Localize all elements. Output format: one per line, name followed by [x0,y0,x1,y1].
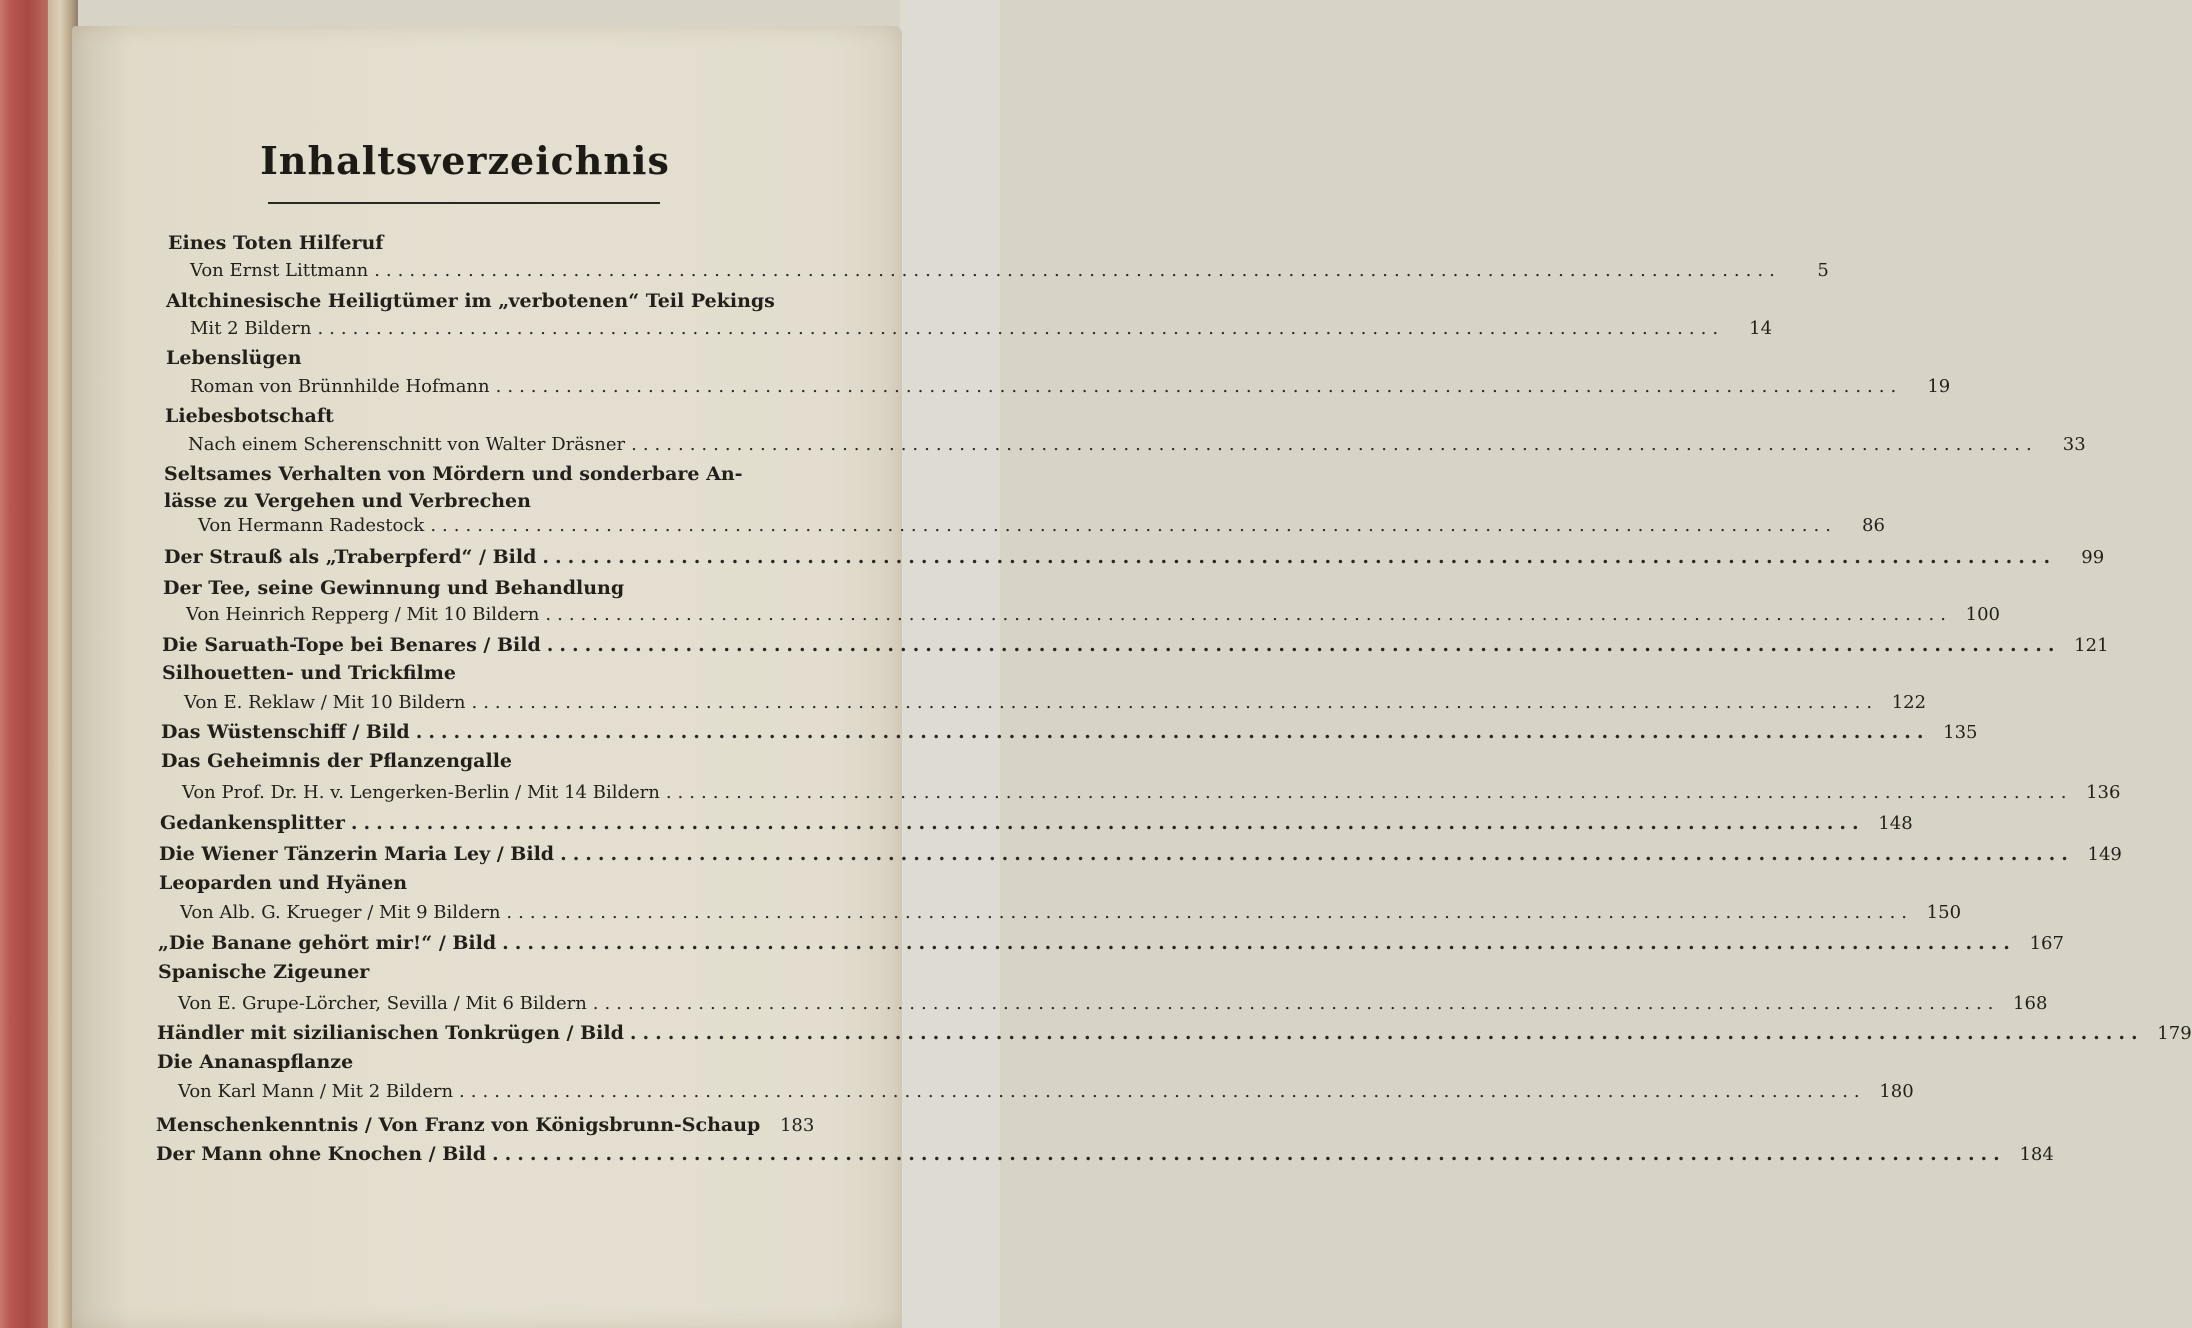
leader-dots: ........................................................................................................................ [492,1143,2006,1165]
toc-entry-title-text: Der Mann ohne Knochen / Bild [156,1143,487,1165]
page-number: 149 [2087,844,2122,865]
toc-entry-author [178,1081,1914,1103]
toc-entry-author [182,782,2121,804]
toc-entry-title-text: Spanische Zigeuner [158,961,370,983]
page-number: 14 [1749,318,1773,339]
leader-dots: ........................................................................................................................ [631,434,2038,455]
toc-entry-title [166,347,302,369]
toc-entry-title-text: Liebesbotschaft [165,405,334,427]
toc-entry-title-cont [164,490,531,512]
toc-entry-title [168,232,384,254]
toc-entry-author [184,692,1927,714]
toc-entry-author [198,515,1885,537]
page-number: 135 [1943,722,1978,743]
leader-dots: ........................................................................................................................ [502,932,2016,954]
leader-dots: ........................................................................................................................ [374,260,1781,281]
page-number: 121 [2074,635,2109,656]
toc-entry-title-text: Die Ananaspflanze [157,1051,354,1073]
toc-entry-author-text: Roman von Brünnhilde Hofmann [190,376,490,397]
toc-entry-title-text: Der Strauß als „Traberpferd“ / Bild [164,546,537,568]
toc-entry-author-text: Von Alb. G. Krueger / Mit 9 Bildern [180,902,501,923]
toc-entry-title-text: Gedankensplitter [160,812,345,834]
toc-entry-title-text: Eines Toten Hilferuf [168,232,384,254]
page-number: 86 [1862,515,1885,536]
toc-entry-title [157,1022,2192,1045]
page-number: 183 [779,1115,815,1136]
leader-dots: ........................................................................................................................ [495,376,1903,397]
page-number: 136 [2086,782,2121,803]
toc-entry-title [162,634,2109,657]
toc-entry-author [188,434,2086,456]
toc-entry-title-text: Die Saruath-Tope bei Benares / Bild [162,634,541,656]
toc-entry-title [162,662,456,684]
toc-entry-title [164,546,2105,569]
leader-dots: ........................................................................................................................ [665,782,2073,803]
toc-entry-title-text: Menschenkenntnis / Von Franz von Königsbrunn-Schaup [156,1114,761,1136]
page-number: 150 [1926,902,1962,923]
toc-entry-title [158,932,2064,955]
toc-entry-title-text: Leoparden und Hyänen [159,872,408,894]
page-number: 33 [2062,434,2086,455]
toc-entry-author [178,993,2048,1015]
leader-dots: ........................................................................................................................ [506,902,1914,923]
toc-entry-author-text: Von Hermann Radestock [198,515,425,536]
toc-entry-author-text: Mit 2 Bildern [190,318,312,339]
toc-entry-title [157,1051,353,1073]
page-number: 184 [2019,1144,2054,1165]
toc-entry-title [163,577,624,599]
toc-entry-author-text: Von Karl Mann / Mit 2 Bildern [178,1081,454,1102]
toc-entry-title-text: Seltsames Verhalten von Mördern und sonderbare An- [164,463,743,485]
page-number: 168 [2013,993,2048,1014]
toc-entry-author-text: Von Prof. Dr. H. v. Lengerken-Berlin / Mit 14 Bildern [182,782,660,803]
leader-dots: ........................................................................................................................ [592,993,2000,1014]
page-number: 5 [1817,260,1829,281]
leader-dots: ........................................................................................................................ [350,812,1865,834]
toc-entry-title-cont-text: lässe zu Vergehen und Verbrechen [164,490,531,512]
toc-entry-author [190,318,1773,340]
page-title: Inhaltsverzeichnis [260,138,670,183]
toc-entry-title-text: Silhouetten- und Trickfilme [162,662,456,684]
leader-dots: ........................................................................................................................ [560,843,2074,865]
leader-dots: ........................................................................................................................ [545,604,1952,625]
leader-dots: ........................................................................................................................ [471,692,1879,713]
toc-entry-author [190,260,1829,282]
toc-entry-author [180,902,1962,924]
toc-entry-title-text: Händler mit sizilianischen Tonkrügen / Bild [157,1022,624,1044]
toc-entry-author-text: Von Heinrich Repperg / Mit 10 Bildern [186,604,540,625]
toc-entry-title [161,721,1978,744]
toc-entry-title-text: „Die Banane gehört mir!“ / Bild [158,932,497,954]
toc-entry-author [190,376,1951,398]
toc-entry-title-text: Der Tee, seine Gewinnung und Behandlung [163,577,625,599]
page-number: 179 [2157,1023,2192,1044]
toc-entry-title [159,872,407,894]
toc-entry-author-text: Von Ernst Littmann [190,260,369,281]
page-number: 180 [1879,1081,1914,1102]
toc-entry-title [156,1114,815,1137]
page-number: 148 [1878,813,1913,834]
toc-entry-author [186,604,2000,626]
page-number: 167 [2029,933,2064,954]
toc-entry-author-text: Von E. Grupe-Lörcher, Sevilla / Mit 6 Bildern [178,993,587,1014]
page-number: 99 [2081,547,2105,568]
toc-entry-title [158,961,369,983]
toc-entry-title-text: Altchinesische Heiligtümer im „verbotenen“ Teil Pekings [166,290,775,312]
page-number: 19 [1927,376,1951,397]
leader-dots: ........................................................................................................................ [542,546,2057,568]
page-number: 100 [1965,604,2000,625]
page-number: 122 [1891,692,1927,713]
toc-entry-title [166,290,775,312]
leader-dots: ........................................................................................................................ [317,318,1725,339]
toc-entry-title [160,812,1913,835]
toc-entry-title-text: Das Geheimnis der Pflanzengalle [161,750,513,772]
toc-entry-author-text: Von E. Reklaw / Mit 10 Bildern [184,692,466,713]
toc-entry-title [156,1143,2054,1166]
toc-entry-author-text: Nach einem Scherenschnitt von Walter Dräsner [188,434,626,455]
leader-dots: ........................................................................................................................ [459,1081,1866,1102]
toc-entry-title [164,463,743,485]
toc-entry-title-text: Das Wüstenschiff / Bild [161,721,410,743]
toc-entry-title [161,750,512,772]
toc-entry-title-text: Die Wiener Tänzerin Maria Ley / Bild [159,843,555,865]
toc-entry-title-text: Lebenslügen [166,347,302,369]
leader-dots: ........................................................................................................................ [415,721,1930,743]
leader-dots: ........................................................................................................................ [546,634,2061,656]
leader-dots: ........................................................................................................................ [430,515,1837,536]
toc-entry-title [159,843,2122,866]
toc-entry-title [165,405,334,427]
leader-dots: ........................................................................................................................ [629,1022,2144,1044]
